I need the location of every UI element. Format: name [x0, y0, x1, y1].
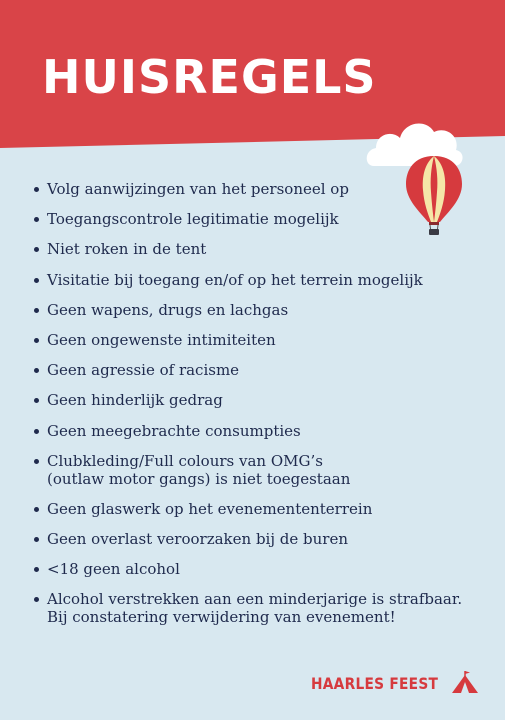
rule-text: Geen overlast veroorzaken bij de buren [47, 530, 348, 549]
rule-text: Geen hinderlijk gedrag [47, 391, 223, 410]
rule-text: Geen wapens, drugs en lachgas [47, 300, 289, 319]
rule-item [34, 271, 484, 289]
rule-text: Alcohol verstrekken aan een minderjarige is strafbaar. [47, 590, 463, 609]
rule-text: Bij constatering verwijdering van evenement! [47, 608, 396, 627]
rule-item [34, 210, 484, 228]
rule-item [34, 180, 484, 198]
tent-icon [451, 670, 479, 694]
rule-item [34, 500, 484, 518]
rule-text: Visitatie bij toegang en/of op het terrein mogelijk [47, 270, 423, 289]
page-title: HUISREGELS [42, 50, 377, 104]
rule-item [34, 560, 484, 578]
rule-item [34, 361, 484, 379]
rule-text: (outlaw motor gangs) is niet toegestaan [47, 469, 351, 488]
rule-item [34, 391, 484, 409]
rule-item [34, 301, 484, 319]
rule-text: Toegangscontrole legitimatie mogelijk [47, 210, 339, 229]
rule-text: <18 geen alcohol [47, 560, 180, 579]
rule-item [34, 452, 484, 488]
rule-text: Niet roken in de tent [47, 240, 207, 259]
rule-text: Volg aanwijzingen van het personeel op [47, 180, 349, 198]
rule-text: Clubkleding/Full colours van OMG’s [47, 451, 323, 470]
rule-item [34, 530, 484, 548]
brand-logo-text: HAARLES FEEST [311, 673, 439, 693]
rule-text: Geen meegebrachte consumpties [47, 421, 301, 440]
rule-item [34, 590, 484, 626]
rule-item [34, 240, 484, 258]
rule-item [34, 331, 484, 349]
rule-text: Geen glaswerk op het evenemententerrein [47, 499, 373, 518]
house-rules-list [34, 180, 484, 639]
rule-item [34, 422, 484, 440]
rule-text: Geen agressie of racisme [47, 361, 240, 380]
rule-text: Geen ongewenste intimiteiten [47, 330, 276, 349]
brand-logo [311, 670, 459, 696]
